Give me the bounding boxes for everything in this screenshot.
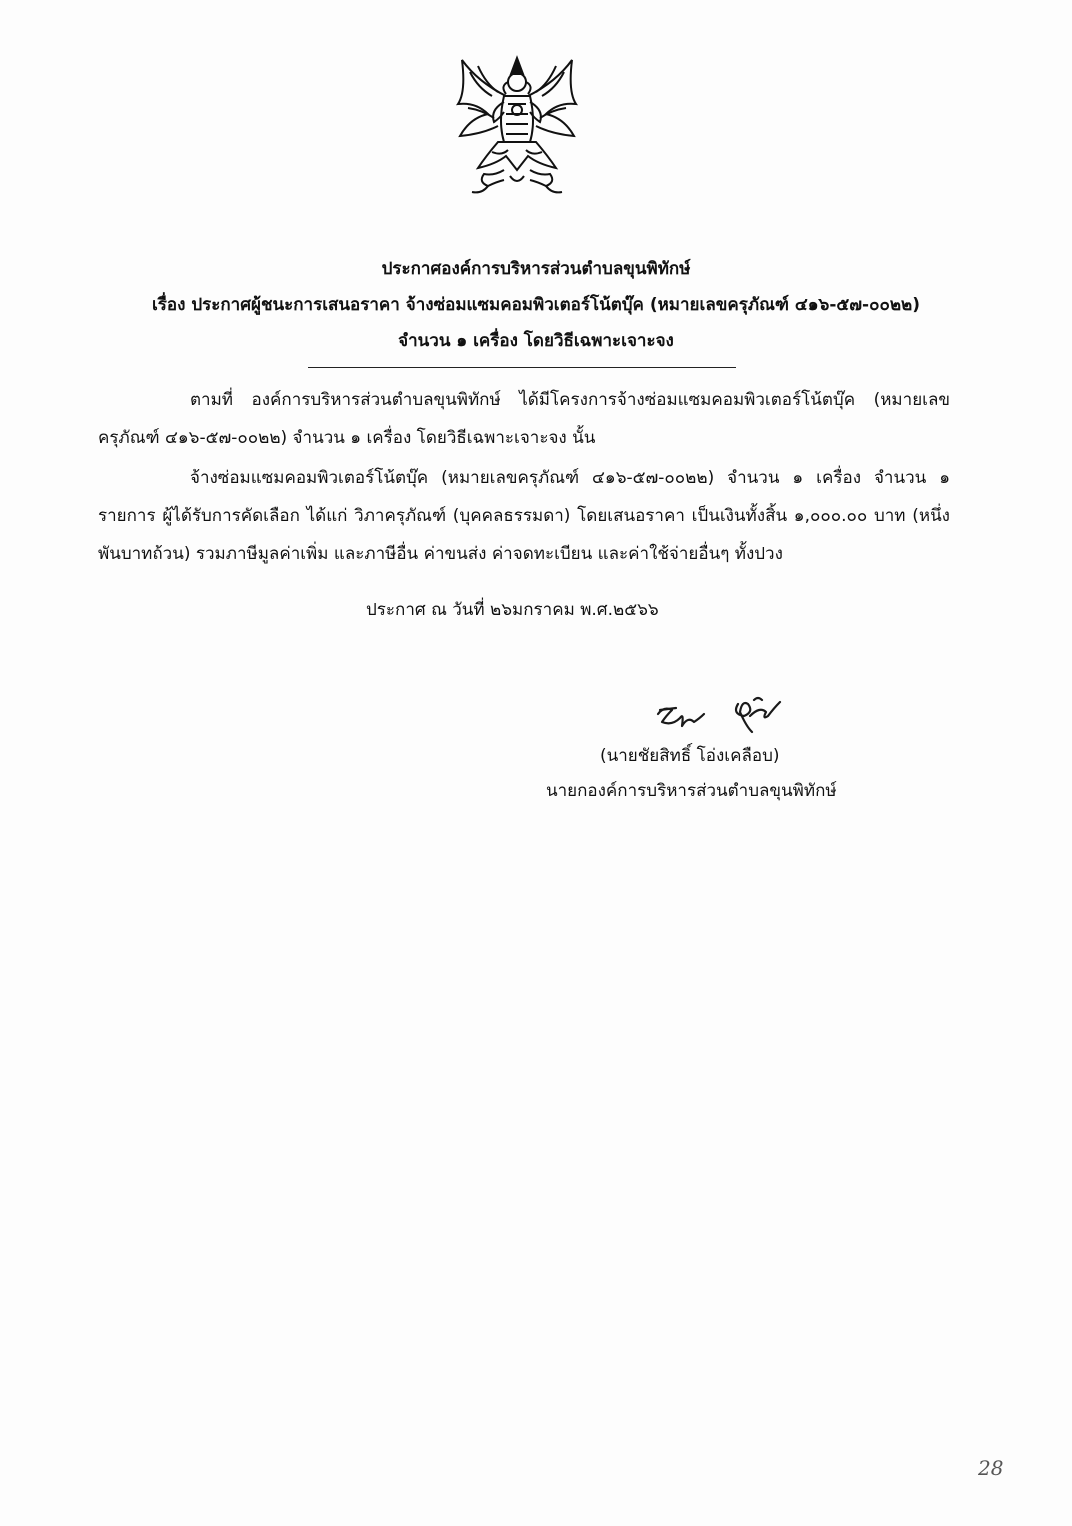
body-paragraph-2-block — [98, 459, 950, 573]
garuda-emblem-icon — [448, 52, 586, 200]
announcement-subject: เรื่อง ประกาศผู้ชนะการเสนอราคา จ้างซ่อมแซมคอมพิวเตอร์โน้ตบุ๊ค (หมายเลขครุภัณฑ์ ๔๑๖-๕๗-๐๐๒๒) — [151, 295, 921, 315]
handwritten-signature — [650, 692, 790, 740]
page-number: 28 — [978, 1456, 1004, 1480]
body-paragraph-1: ตามที่ องค์การบริหารส่วนตำบลขุนพิทักษ์ ได้มีโครงการจ้างซ่อมแซมคอมพิวเตอร์โน้ตบุ๊ค (หมายเลขครุภัณฑ์ ๔๑๖-๕๗-๐๐๒๒) จำนวน ๑ เครื่อง โดยวิธีเฉพาะเจาะจง นั้น — [98, 390, 950, 448]
signatory-title: นายกองค์การบริหารส่วนตำบลขุนพิทักษ์ — [546, 781, 837, 801]
body-paragraph-1-block — [98, 381, 950, 457]
signatory-name: (นายชัยสิทธิ์ โอ่งเคลือบ) — [600, 746, 780, 766]
announcement-title: ประกาศองค์การบริหารส่วนตำบลขุนพิทักษ์ — [381, 259, 691, 279]
announcement-subject-line2: จำนวน ๑ เครื่อง โดยวิธีเฉพาะเจาะจง — [398, 331, 674, 351]
body-paragraph-2: จ้างซ่อมแซมคอมพิวเตอร์โน้ตบุ๊ค (หมายเลขครุภัณฑ์ ๔๑๖-๕๗-๐๐๒๒) จำนวน ๑ เครื่อง จำนวน ๑ รายการ ผู้ได้รับการคัดเลือก ได้แก่ วิภาครุภัณฑ์ (บุคคลธรรมดา) โดยเสนอราคา เป็นเงินทั้งสิ้น ๑,๐๐๐.๐๐ บาท (หนึ่งพันบาทถ้วน) รวมภาษีมูลค่าเพิ่ม และภาษีอื่น ค่าขนส่ง ค่าจดทะเบียน และค่าใช้จ่ายอื่นๆ ทั้งปวง — [98, 468, 950, 564]
header-divider — [308, 367, 736, 368]
announcement-date: ประกาศ ณ วันที่ ๒๖มกราคม พ.ศ.๒๕๖๖ — [366, 600, 659, 620]
